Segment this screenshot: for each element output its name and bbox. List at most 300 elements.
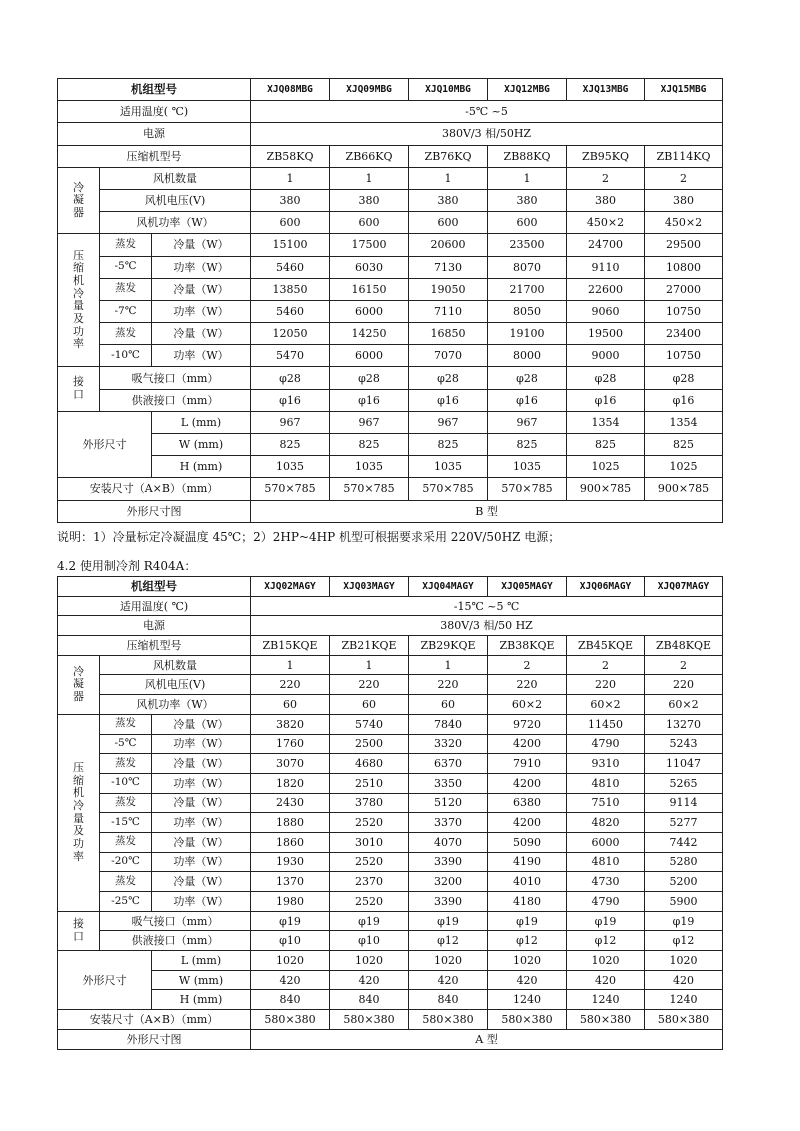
- dim-h-row: [58, 456, 723, 478]
- dim-h-value: 1240: [645, 990, 723, 1010]
- capacity-label: 冷量（W）: [152, 872, 251, 892]
- power-input-value: 7070: [409, 345, 488, 367]
- fan-count-value: 2: [567, 167, 645, 189]
- power-value: 380V/3 相/50 HZ: [251, 616, 723, 636]
- dim-w-value: 420: [645, 970, 723, 990]
- compressor-model: ZB66KQ: [330, 145, 409, 167]
- power-input-value: 10750: [645, 300, 723, 322]
- suction-value: φ19: [645, 911, 723, 931]
- fan-voltage-value: 380: [567, 189, 645, 211]
- install-value: 580×380: [567, 1010, 645, 1030]
- dim-h-label: H (mm): [152, 456, 251, 478]
- dim-h-value: 1025: [645, 456, 723, 478]
- condenser-label: 冷凝器: [58, 167, 100, 234]
- power-input-value: 4200: [488, 813, 567, 833]
- power-input-value: 8070: [488, 256, 567, 278]
- fan-count-value: 1: [330, 167, 409, 189]
- power-input-value: 4810: [567, 773, 645, 793]
- power-input-value: 5460: [251, 300, 330, 322]
- suction-value: φ19: [567, 911, 645, 931]
- capacity-value: 6380: [488, 793, 567, 813]
- power-input-value: 3390: [409, 892, 488, 912]
- suction-label: 吸气接口（mm）: [100, 911, 251, 931]
- fan-voltage-label: 风机电压(V): [100, 189, 251, 211]
- capacity-label: 冷量（W）: [152, 278, 251, 300]
- suction-value: φ28: [330, 367, 409, 389]
- fan-count-row: [58, 655, 723, 675]
- capacity-value: 24700: [567, 234, 645, 256]
- model-name: XJQ04MAGY: [409, 577, 488, 597]
- table-note: 说明：1）冷量标定冷凝温度 45℃；2）2HP~4HP 机型可根据要求采用 220V/50HZ 电源；: [57, 530, 561, 544]
- dim-h-row: [58, 990, 723, 1010]
- liquid-value: φ10: [251, 931, 330, 951]
- capacity-value: 21700: [488, 278, 567, 300]
- model-name: XJQ02MAGY: [251, 577, 330, 597]
- perf-cap-row: [58, 754, 723, 774]
- power-input-label: 功率（W）: [152, 734, 251, 754]
- perf-pow-row: [58, 256, 723, 278]
- power-label: 电源: [58, 123, 251, 145]
- power-input-value: 4820: [567, 813, 645, 833]
- capacity-value: 5200: [645, 872, 723, 892]
- dim-w-row: [58, 970, 723, 990]
- capacity-value: 11047: [645, 754, 723, 774]
- power-input-value: 2520: [330, 813, 409, 833]
- model-name: XJQ05MAGY: [488, 577, 567, 597]
- dim-w-label: W (mm): [152, 434, 251, 456]
- fan-power-value: 600: [251, 212, 330, 234]
- install-value: 570×785: [330, 478, 409, 500]
- suction-value: φ28: [409, 367, 488, 389]
- capacity-value: 5090: [488, 832, 567, 852]
- model-name: XJQ03MAGY: [330, 577, 409, 597]
- header-label: 机组型号: [58, 577, 251, 597]
- perf-pow-row: [58, 773, 723, 793]
- power-input-value: 3350: [409, 773, 488, 793]
- dims-label: 外形尺寸: [58, 411, 152, 478]
- capacity-label: 冷量（W）: [152, 234, 251, 256]
- install-value: 900×785: [645, 478, 723, 500]
- dim-l-value: 967: [251, 411, 330, 433]
- liquid-row: [58, 389, 723, 411]
- power-input-value: 3390: [409, 852, 488, 872]
- capacity-value: 4730: [567, 872, 645, 892]
- power-input-value: 2510: [330, 773, 409, 793]
- capacity-label: 冷量（W）: [152, 793, 251, 813]
- power-input-value: 9110: [567, 256, 645, 278]
- power-input-label: 功率（W）: [152, 852, 251, 872]
- install-value: 570×785: [409, 478, 488, 500]
- capacity-value: 27000: [645, 278, 723, 300]
- compressor-model: ZB21KQE: [330, 636, 409, 656]
- temp-value: -5℃ ~5: [251, 101, 723, 123]
- power-input-value: 8000: [488, 345, 567, 367]
- install-value: 580×380: [251, 1010, 330, 1030]
- dim-l-value: 967: [409, 411, 488, 433]
- power-input-value: 4190: [488, 852, 567, 872]
- drawing-label: 外形尺寸图: [58, 1029, 251, 1049]
- dim-w-value: 825: [330, 434, 409, 456]
- perf-cap-row: [58, 832, 723, 852]
- evap-label: 蒸发: [100, 714, 152, 734]
- evap-temp: -20℃: [100, 852, 152, 872]
- power-input-value: 6030: [330, 256, 409, 278]
- dim-h-value: 840: [330, 990, 409, 1010]
- fan-count-value: 1: [409, 167, 488, 189]
- capacity-value: 16850: [409, 323, 488, 345]
- capacity-value: 29500: [645, 234, 723, 256]
- power-input-value: 8050: [488, 300, 567, 322]
- compressor-model: ZB45KQE: [567, 636, 645, 656]
- evap-temp: -7℃: [100, 300, 152, 322]
- drawing-value: B 型: [251, 500, 723, 522]
- dim-w-value: 825: [251, 434, 330, 456]
- compressor-model: ZB38KQE: [488, 636, 567, 656]
- fan-voltage-value: 220: [251, 675, 330, 695]
- install-value: 580×380: [488, 1010, 567, 1030]
- fan-count-value: 2: [645, 167, 723, 189]
- dim-l-row: [58, 951, 723, 971]
- capacity-value: 5740: [330, 714, 409, 734]
- dim-h-value: 840: [251, 990, 330, 1010]
- evap-label: 蒸发: [100, 234, 152, 256]
- dim-l-value: 1020: [251, 951, 330, 971]
- dim-h-value: 1035: [330, 456, 409, 478]
- capacity-value: 7840: [409, 714, 488, 734]
- dim-h-value: 1240: [567, 990, 645, 1010]
- fan-count-row: [58, 167, 723, 189]
- power-label: 电源: [58, 616, 251, 636]
- power-input-value: 2520: [330, 892, 409, 912]
- install-value: 570×785: [251, 478, 330, 500]
- suction-value: φ28: [645, 367, 723, 389]
- capacity-value: 12050: [251, 323, 330, 345]
- perf-cap-row: [58, 793, 723, 813]
- power-input-value: 4180: [488, 892, 567, 912]
- dim-w-row: [58, 434, 723, 456]
- perf-cap-row: [58, 872, 723, 892]
- power-input-value: 3320: [409, 734, 488, 754]
- fan-voltage-value: 220: [409, 675, 488, 695]
- fan-count-value: 1: [488, 167, 567, 189]
- dim-w-value: 420: [567, 970, 645, 990]
- dim-l-value: 1020: [330, 951, 409, 971]
- liquid-value: φ12: [645, 931, 723, 951]
- fan-voltage-value: 220: [488, 675, 567, 695]
- compressor-row: [58, 636, 723, 656]
- liquid-label: 供液接口（mm）: [100, 931, 251, 951]
- evap-label: 蒸发: [100, 278, 152, 300]
- liquid-value: φ16: [488, 389, 567, 411]
- model-name: XJQ08MBG: [251, 79, 330, 101]
- compressor-model: ZB114KQ: [645, 145, 723, 167]
- fan-voltage-value: 380: [645, 189, 723, 211]
- drawing-row: [58, 500, 723, 522]
- dim-w-value: 825: [409, 434, 488, 456]
- fan-count-label: 风机数量: [100, 167, 251, 189]
- install-label: 安装尺寸（A×B）（mm）: [58, 478, 251, 500]
- suction-value: φ19: [409, 911, 488, 931]
- compressor-model: ZB29KQE: [409, 636, 488, 656]
- install-row: [58, 478, 723, 500]
- capacity-value: 1370: [251, 872, 330, 892]
- dim-w-label: W (mm): [152, 970, 251, 990]
- dim-l-label: L (mm): [152, 951, 251, 971]
- capacity-value: 6370: [409, 754, 488, 774]
- power-input-value: 7130: [409, 256, 488, 278]
- fan-count-value: 1: [330, 655, 409, 675]
- dim-w-value: 420: [330, 970, 409, 990]
- fan-power-row: [58, 695, 723, 715]
- temp-label: 适用温度( ℃): [58, 596, 251, 616]
- capacity-value: 6000: [567, 832, 645, 852]
- capacity-value: 14250: [330, 323, 409, 345]
- fan-power-value: 60×2: [645, 695, 723, 715]
- capacity-value: 3200: [409, 872, 488, 892]
- compressor-model: ZB58KQ: [251, 145, 330, 167]
- evap-label: 蒸发: [100, 754, 152, 774]
- capacity-value: 3070: [251, 754, 330, 774]
- perf-label: 压缩机冷量及功率: [58, 714, 100, 911]
- capacity-value: 5120: [409, 793, 488, 813]
- model-name: XJQ06MAGY: [567, 577, 645, 597]
- power-input-value: 1980: [251, 892, 330, 912]
- dim-w-value: 420: [488, 970, 567, 990]
- dim-l-value: 1020: [488, 951, 567, 971]
- capacity-value: 7910: [488, 754, 567, 774]
- temp-row: [58, 101, 723, 123]
- fan-power-value: 60: [409, 695, 488, 715]
- power-input-value: 3370: [409, 813, 488, 833]
- dim-l-row: [58, 411, 723, 433]
- power-input-label: 功率（W）: [152, 892, 251, 912]
- header-row: [58, 577, 723, 597]
- suction-value: φ28: [251, 367, 330, 389]
- fan-power-value: 60×2: [488, 695, 567, 715]
- fan-power-label: 风机功率（W）: [100, 695, 251, 715]
- compressor-model: ZB48KQE: [645, 636, 723, 656]
- dim-h-value: 840: [409, 990, 488, 1010]
- liquid-value: φ16: [330, 389, 409, 411]
- power-value: 380V/3 相/50HZ: [251, 123, 723, 145]
- power-input-value: 5265: [645, 773, 723, 793]
- evap-label: 蒸发: [100, 832, 152, 852]
- dim-h-value: 1240: [488, 990, 567, 1010]
- install-value: 580×380: [645, 1010, 723, 1030]
- dim-h-label: H (mm): [152, 990, 251, 1010]
- capacity-label: 冷量（W）: [152, 754, 251, 774]
- dim-l-value: 1020: [409, 951, 488, 971]
- model-name: XJQ13MBG: [567, 79, 645, 101]
- liquid-label: 供液接口（mm）: [100, 389, 251, 411]
- liquid-value: φ12: [567, 931, 645, 951]
- evap-temp: -10℃: [100, 773, 152, 793]
- fan-power-label: 风机功率（W）: [100, 212, 251, 234]
- dim-l-value: 1020: [567, 951, 645, 971]
- dim-h-value: 1035: [409, 456, 488, 478]
- suction-value: φ19: [251, 911, 330, 931]
- fan-count-value: 1: [409, 655, 488, 675]
- section-heading: 4.2 使用制冷剂 R404A：: [57, 559, 197, 573]
- compressor-label: 压缩机型号: [58, 636, 251, 656]
- evap-temp: -5℃: [100, 256, 152, 278]
- capacity-value: 13850: [251, 278, 330, 300]
- capacity-label: 冷量（W）: [152, 714, 251, 734]
- capacity-value: 13270: [645, 714, 723, 734]
- power-input-value: 5243: [645, 734, 723, 754]
- power-input-value: 10750: [645, 345, 723, 367]
- dim-w-value: 420: [409, 970, 488, 990]
- model-name: XJQ12MBG: [488, 79, 567, 101]
- fan-voltage-value: 220: [645, 675, 723, 695]
- perf-pow-row: [58, 813, 723, 833]
- capacity-value: 2370: [330, 872, 409, 892]
- capacity-value: 16150: [330, 278, 409, 300]
- capacity-value: 22600: [567, 278, 645, 300]
- perf-pow-row: [58, 734, 723, 754]
- fan-count-value: 2: [567, 655, 645, 675]
- liquid-row: [58, 931, 723, 951]
- fan-power-row: [58, 212, 723, 234]
- dim-h-value: 1025: [567, 456, 645, 478]
- model-name: XJQ15MBG: [645, 79, 723, 101]
- fan-power-value: 450×2: [645, 212, 723, 234]
- temp-value: -15℃ ~5 ℃: [251, 596, 723, 616]
- evap-temp: -10℃: [100, 345, 152, 367]
- spec-table-1: [57, 78, 723, 523]
- suction-row: [58, 911, 723, 931]
- power-input-label: 功率（W）: [152, 256, 251, 278]
- temp-row: [58, 596, 723, 616]
- fan-voltage-value: 380: [488, 189, 567, 211]
- capacity-value: 19100: [488, 323, 567, 345]
- model-name: XJQ09MBG: [330, 79, 409, 101]
- capacity-value: 9310: [567, 754, 645, 774]
- liquid-value: φ12: [409, 931, 488, 951]
- power-input-label: 功率（W）: [152, 813, 251, 833]
- suction-label: 吸气接口（mm）: [100, 367, 251, 389]
- fan-power-value: 600: [409, 212, 488, 234]
- fan-voltage-value: 220: [330, 675, 409, 695]
- install-value: 570×785: [488, 478, 567, 500]
- evap-temp: -15℃: [100, 813, 152, 833]
- capacity-value: 4680: [330, 754, 409, 774]
- dim-l-value: 967: [488, 411, 567, 433]
- dim-w-value: 825: [645, 434, 723, 456]
- capacity-label: 冷量（W）: [152, 832, 251, 852]
- capacity-value: 7510: [567, 793, 645, 813]
- drawing-value: A 型: [251, 1029, 723, 1049]
- evap-temp: -25℃: [100, 892, 152, 912]
- capacity-value: 17500: [330, 234, 409, 256]
- evap-label: 蒸发: [100, 323, 152, 345]
- install-value: 900×785: [567, 478, 645, 500]
- liquid-value: φ16: [645, 389, 723, 411]
- capacity-value: 19050: [409, 278, 488, 300]
- capacity-value: 3780: [330, 793, 409, 813]
- evap-label: 蒸发: [100, 872, 152, 892]
- power-input-value: 1880: [251, 813, 330, 833]
- capacity-value: 15100: [251, 234, 330, 256]
- capacity-value: 4070: [409, 832, 488, 852]
- fan-power-value: 60×2: [567, 695, 645, 715]
- capacity-value: 11450: [567, 714, 645, 734]
- power-input-value: 4200: [488, 734, 567, 754]
- dim-w-value: 420: [251, 970, 330, 990]
- suction-value: φ28: [488, 367, 567, 389]
- perf-cap-row: [58, 714, 723, 734]
- perf-pow-row: [58, 852, 723, 872]
- perf-cap-row: [58, 234, 723, 256]
- fan-power-value: 600: [488, 212, 567, 234]
- power-input-value: 5470: [251, 345, 330, 367]
- liquid-value: φ16: [251, 389, 330, 411]
- power-input-value: 4790: [567, 734, 645, 754]
- liquid-value: φ16: [567, 389, 645, 411]
- liquid-value: φ10: [330, 931, 409, 951]
- fan-count-label: 风机数量: [100, 655, 251, 675]
- fan-count-value: 1: [251, 167, 330, 189]
- fan-count-value: 1: [251, 655, 330, 675]
- compressor-model: ZB15KQE: [251, 636, 330, 656]
- power-input-label: 功率（W）: [152, 773, 251, 793]
- power-input-value: 5280: [645, 852, 723, 872]
- power-input-value: 2520: [330, 852, 409, 872]
- compressor-model: ZB88KQ: [488, 145, 567, 167]
- capacity-value: 23400: [645, 323, 723, 345]
- perf-cap-row: [58, 278, 723, 300]
- compressor-model: ZB76KQ: [409, 145, 488, 167]
- perf-pow-row: [58, 345, 723, 367]
- dims-label: 外形尺寸: [58, 951, 152, 1010]
- power-input-value: 2500: [330, 734, 409, 754]
- capacity-value: 19500: [567, 323, 645, 345]
- fan-voltage-value: 380: [251, 189, 330, 211]
- suction-value: φ19: [330, 911, 409, 931]
- power-input-value: 5277: [645, 813, 723, 833]
- perf-cap-row: [58, 323, 723, 345]
- capacity-value: 23500: [488, 234, 567, 256]
- suction-row: [58, 367, 723, 389]
- power-input-value: 7110: [409, 300, 488, 322]
- evap-label: 蒸发: [100, 793, 152, 813]
- temp-label: 适用温度( ℃): [58, 101, 251, 123]
- power-input-value: 10800: [645, 256, 723, 278]
- power-input-value: 6000: [330, 345, 409, 367]
- dim-l-label: L (mm): [152, 411, 251, 433]
- fan-power-value: 60: [330, 695, 409, 715]
- condenser-label: 冷凝器: [58, 655, 100, 714]
- compressor-row: [58, 145, 723, 167]
- dim-l-value: 967: [330, 411, 409, 433]
- suction-value: φ19: [488, 911, 567, 931]
- dim-l-value: 1354: [645, 411, 723, 433]
- model-name: XJQ10MBG: [409, 79, 488, 101]
- suction-value: φ28: [567, 367, 645, 389]
- capacity-value: 2430: [251, 793, 330, 813]
- capacity-value: 9114: [645, 793, 723, 813]
- install-value: 580×380: [409, 1010, 488, 1030]
- power-input-value: 5900: [645, 892, 723, 912]
- install-label: 安装尺寸（A×B）（mm）: [58, 1010, 251, 1030]
- power-input-value: 9060: [567, 300, 645, 322]
- liquid-value: φ12: [488, 931, 567, 951]
- interface-label: 接口: [58, 911, 100, 950]
- dim-w-value: 825: [567, 434, 645, 456]
- dim-h-value: 1035: [251, 456, 330, 478]
- dim-l-value: 1354: [567, 411, 645, 433]
- perf-pow-row: [58, 300, 723, 322]
